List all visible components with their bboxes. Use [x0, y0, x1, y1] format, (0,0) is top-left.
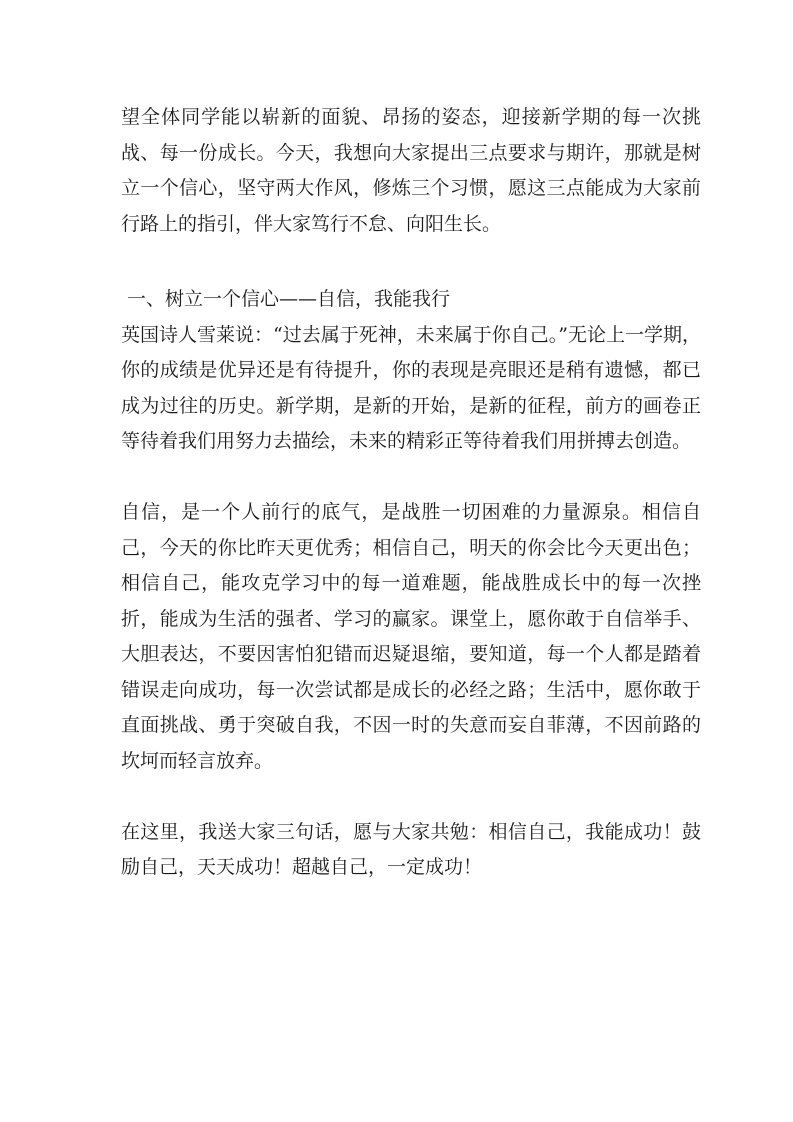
section-heading-1: 一、树立一个信心——自信，我能我行 [127, 288, 451, 310]
paragraph-spacer [121, 460, 701, 496]
paragraph-spacer [121, 242, 701, 282]
paragraph-spacer [121, 779, 701, 815]
intro-paragraph: 望全体同学能以崭新的面貌、昂扬的姿态，迎接新学期的每一次挑战、每一份成长。今天，我想向大家提出三点要求与期许，那就是树立一个信心，坚守两大作风，修炼三个习惯，愿这三点能成为大家前行路上的指引，伴大家笃行不怠、向阳生长。 [121, 106, 701, 235]
body-paragraph-2: 自信，是一个人前行的底气，是战胜一切困难的力量源泉。相信自己，今天的你比昨天更优秀；相信自己，明天的你会比今天更出色；相信自己，能攻克学习中的每一道难题，能战胜成长中的每一次挫折，能成为生活的强者、学习的赢家。课堂上，愿你敢于自信举手、大胆表达，不要因害怕犯错而迟疑退缩，要知道，每一个人都是踏着错误走向成功，每一次尝试都是成长的必经之路；生活中，愿你敢于直面挑战、勇于突破自我，不因一时的失意而妄自菲薄，不因前路的坎坷而轻言放弃。 [121, 501, 701, 772]
document-body [121, 100, 701, 886]
body-paragraph-1: 英国诗人雪莱说：“过去属于死神，未来属于你自己。”无论上一学期，你的成绩是优异还是有待提升，你的表现是亮眼还是稍有遗憾，都已成为过往的历史。新学期，是新的开始，是新的征程，前方的画卷正等待着我们用努力去描绘，未来的精彩正等待着我们用拼搏去创造。 [121, 323, 701, 452]
body-paragraph-3: 在这里，我送大家三句话，愿与大家共勉：相信自己，我能成功！鼓励自己，天天成功！超越自己，一定成功！ [121, 820, 701, 878]
